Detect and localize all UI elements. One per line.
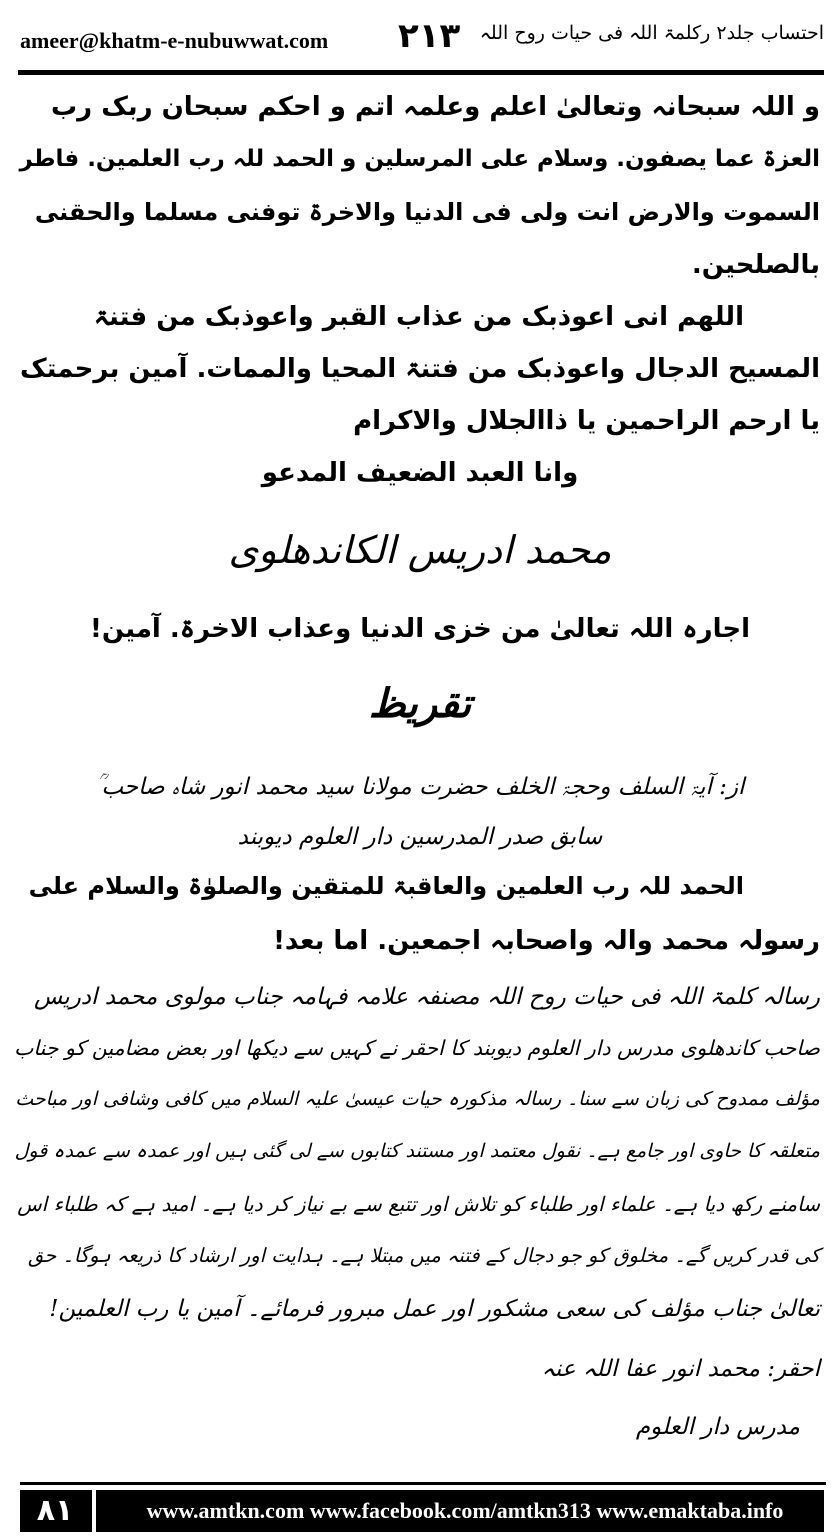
header-rule: [18, 70, 824, 75]
footer-rule: [20, 1482, 826, 1485]
urdu-text-line: سامنے رکھ دیا ہے۔ علماء اور طلباء کو تلاش اور تتبع سے بے نیاز کر دیا ہے۔ امید ہے کہ طلباء اس: [17, 1192, 820, 1216]
arabic-closing-line: بالصلحین.: [691, 250, 820, 280]
signature-name: احقر: محمد انور عفا اللہ عنہ: [541, 1356, 820, 1382]
header-email: ameer@khatm-e-nubuwwat.com: [20, 28, 329, 53]
arabic-closing-line: و اللہ سبحانہ وتعالیٰ اعلم وعلمہ اتم و احکم سبحان ربک رب: [51, 92, 820, 122]
urdu-text-line: مؤلف ممدوح کی زبان سے سنا۔ رسالہ مذکورہ حیات عیسیٰ علیہ السلام میں کافی وشافی اور مباحث: [15, 1088, 820, 1110]
urdu-text-line: تعالیٰ جناب مؤلف کی سعی مشکور اور عمل مبرور فرمائے۔ آمین یا رب العلمین!: [49, 1296, 820, 1322]
footer-links: www.amtkn.com www.facebook.com/amtkn313 www.emaktaba.info: [146, 1498, 784, 1523]
arabic-praise-line: رسولہ محمد والہ واصحابہ اجمعین. اما بعد!: [273, 926, 820, 956]
urdu-text-line: کی قدر کریں گے۔ مخلوق کو جو دجال کے فتنہ میں مبتلا ہے۔ ہدایت اور ارشاد کا ذریعہ ہوگا۔ حق: [27, 1244, 820, 1267]
page-header: [20, 10, 824, 70]
header-book-title: احتساب جلد۲ رکلمۃ اللہ فی حیات روح اللہ: [479, 22, 824, 44]
arabic-dua-line: یا ارحم الراحمین یا ذاالجلال والاکرام: [353, 406, 820, 436]
arabic-praise-line: الحمد للہ رب العلمین والعاقبۃ للمتقین والصلوٰۃ والسلام علی: [28, 872, 744, 900]
signature-title: مدرس دار العلوم: [635, 1414, 800, 1440]
urdu-text-line: متعلقہ کا حاوی اور جامع ہے۔ نقول معتمد اور مستند کتابوں سے لی گئی ہیں اور عمدہ سے عمدہ قول: [14, 1140, 820, 1162]
arabic-closing-line: العزۃ عما یصفون. وسلام علی المرسلین و الحمد للہ رب العلمین. فاطر: [19, 146, 820, 172]
arabic-dua-line: اللھم انی اعوذبک من عذاب القبر واعوذبک من فتنۃ: [93, 302, 744, 332]
author-prayer: اجارہ اللہ تعالیٰ من خزی الدنیا وعذاب الاخرۃ. آمین!: [89, 614, 751, 644]
taqreez-heading: تقریظ: [368, 680, 472, 727]
header-page-number: ۲۱۳: [398, 16, 461, 56]
taqreez-author-post: سابق صدر المدرسین دار العلوم دیوبند: [237, 824, 603, 850]
arabic-closing-line: السموت والارض انت ولی فی الدنیا والاخرۃ توفنی مسلما والحقنی: [34, 198, 820, 226]
urdu-text-line: صاحب کاندھلوی مدرس دار العلوم دیوبند کا احقر نے کہیں سے دیکھا اور بعض مضامین کو جناب: [14, 1036, 820, 1060]
urdu-text-line: رسالہ کلمۃ اللہ فی حیات روح اللہ مصنفہ علامہ فہامہ جناب مولوی محمد ادریس: [33, 984, 820, 1010]
taqreez-attribution: از: آیۃ السلف وحجۃ الخلف حضرت مولانا سید محمد انور شاہ صاحب ؒ: [95, 774, 745, 800]
arabic-dua-line: المسیح الدجال واعوذبک من فتنۃ المحیا والممات. آمین برحمتک: [20, 354, 820, 384]
footer-separator: [92, 1490, 96, 1532]
footer-page-number: ۸۱: [36, 1493, 74, 1528]
signoff-line: وانا العبد الضعیف المدعو: [261, 458, 579, 488]
author-name: محمد ادریس الکاندھلوی: [228, 528, 612, 572]
